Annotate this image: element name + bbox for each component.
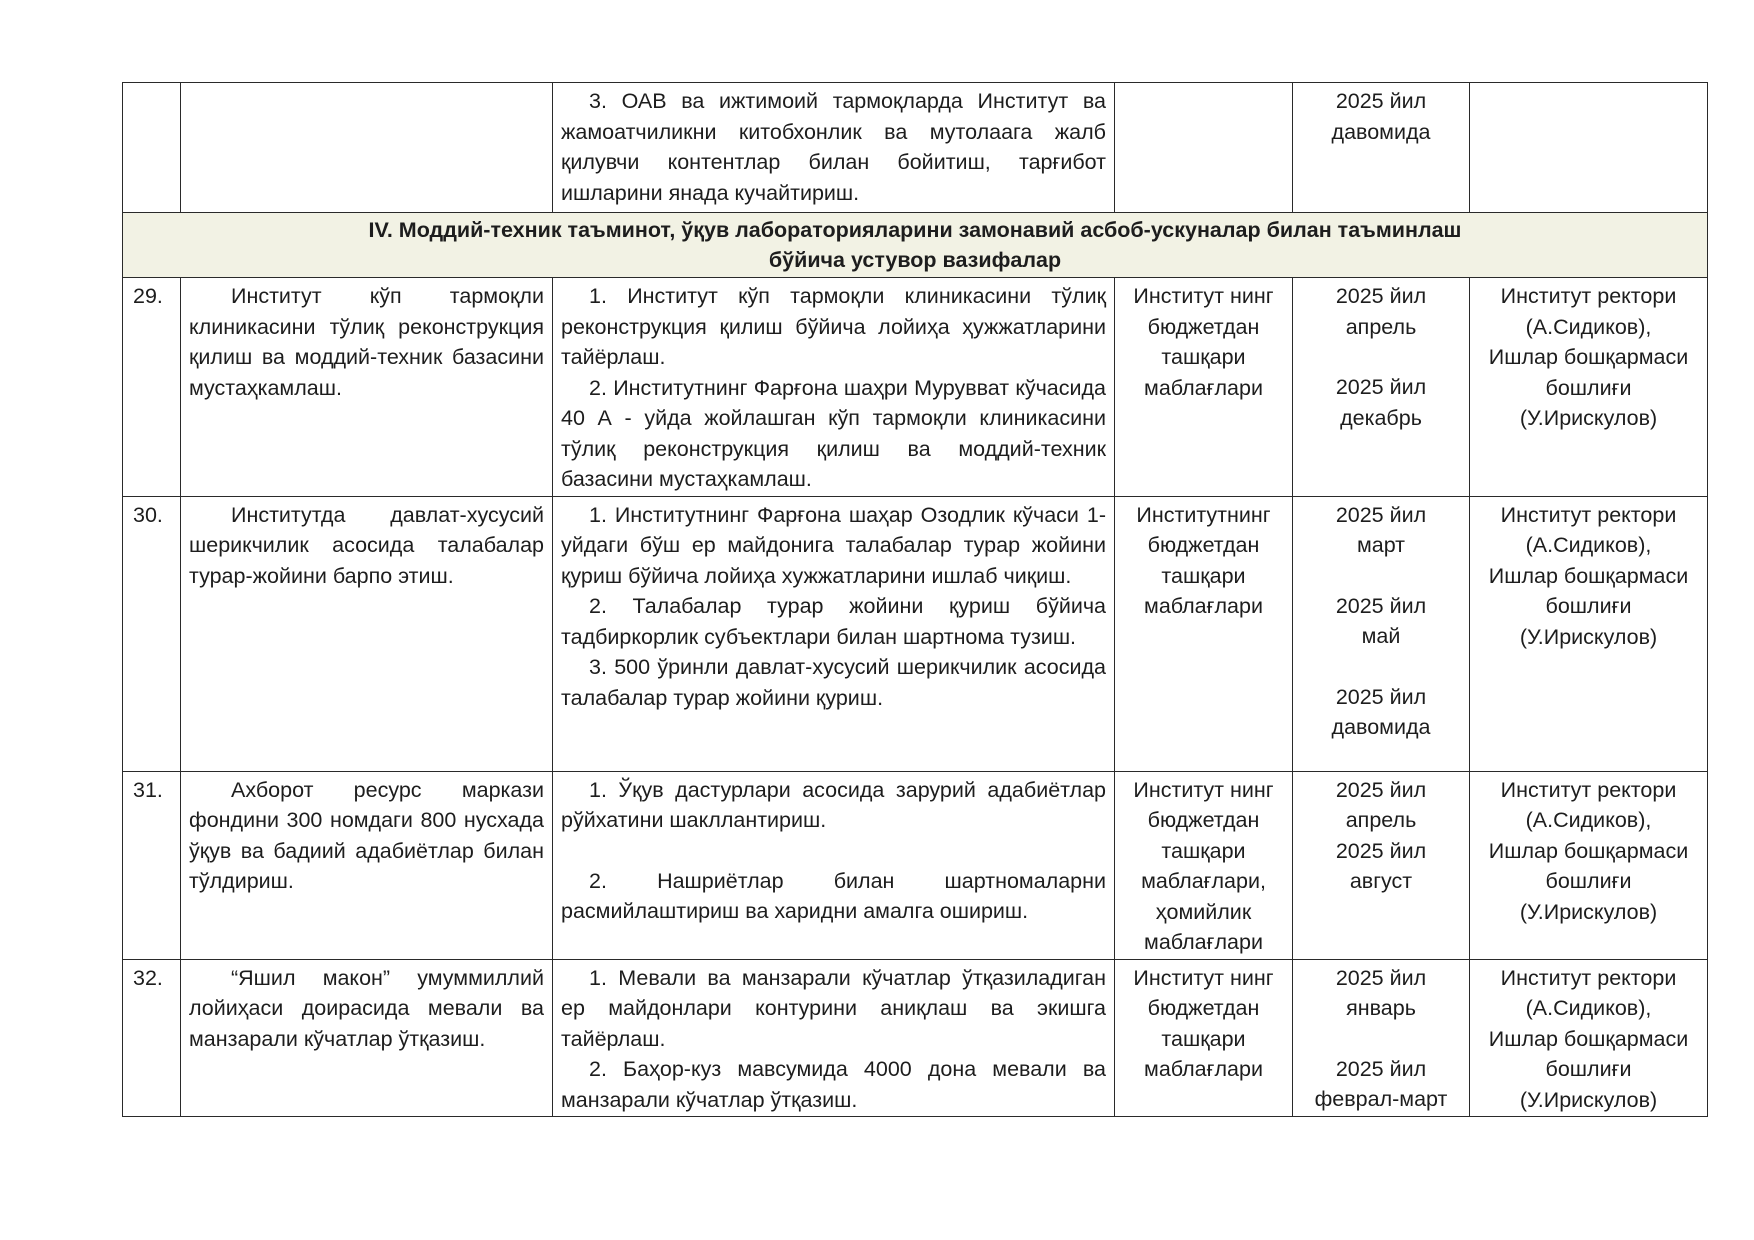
task-text: Институтда давлат-хусусий шерикчилик асосида талабалар турар-жойини барпо этиш. — [181, 496, 553, 771]
action-item: 2. Нашриётлар билан шартномаларни расмийлаштириш ва харидни амалга ошириш. — [561, 868, 1106, 923]
cell-deadlines — [1293, 278, 1470, 497]
cell-deadlines — [1293, 496, 1470, 771]
action-item: 2. Институтнинг Фарғона шаҳри Мурувват кўчасида 40 А - уйда жойлашган кўп тармоқли клиникасини тўлиқ реконструкция қилиш ва моддий-техник базасини мустаҳкамлаш. — [561, 375, 1106, 491]
source-line: Институт нинг — [1133, 965, 1274, 990]
source-line: Институт нинг — [1133, 777, 1274, 802]
cell-deadlines — [1293, 771, 1470, 959]
source-line: бюджетдан — [1147, 996, 1260, 1020]
section-heading-line2: бўйича устувор вазифалар — [768, 248, 1062, 272]
cell-source — [1115, 83, 1293, 213]
responsible-line: (У.Ирискулов) — [1519, 624, 1658, 649]
responsible-line: (У.Ирискулов) — [1519, 899, 1658, 924]
responsible-line: Институт ректори — [1500, 777, 1677, 802]
cell-action — [553, 83, 1115, 213]
cell-actions — [553, 959, 1115, 1117]
cell-responsible — [1470, 278, 1708, 497]
section-heading — [123, 213, 1708, 278]
source-line: маблағлари — [1144, 930, 1263, 954]
deadline-year: 2025 йил — [1335, 965, 1427, 990]
cell-actions — [553, 278, 1115, 497]
deadline-year: 2025 йил — [1335, 838, 1427, 863]
deadline-year: 2025 йил — [1335, 375, 1427, 399]
task-text: Институт кўп тармоқли клиникасини тўлиқ реконструкция қилиш ва моддий-техник базасини мустаҳкамлаш. — [181, 278, 553, 497]
deadline-period: апрель — [1345, 314, 1417, 339]
cell-deadlines — [1293, 959, 1470, 1117]
row-number: 32. — [123, 959, 181, 1117]
cell-funding-source — [1115, 278, 1293, 497]
cell-actions — [553, 496, 1115, 771]
responsible-line: Институт ректори — [1500, 965, 1677, 990]
deadline-period: март — [1356, 533, 1406, 557]
responsible-line: (А.Сидиков), — [1525, 996, 1652, 1020]
responsible-line: Институт ректори — [1500, 284, 1677, 308]
section-heading-line1: IV. Моддий-техник таъминот, ўқув лабораторияларини замонавий асбоб-ускуналар билан таъминлаш — [368, 218, 1462, 242]
responsible-line: Ишлар бошқармаси — [1488, 345, 1689, 369]
cell-funding-source — [1115, 496, 1293, 771]
source-line: маблағлари, — [1141, 869, 1266, 893]
responsible-line: (А.Сидиков), — [1525, 808, 1652, 832]
source-line: маблағлари — [1144, 1057, 1263, 1081]
deadline-period: май — [1361, 624, 1401, 648]
action-item: 2. Баҳор-куз мавсумида 4000 дона мевали ва манзарали кўчатлар ўтқазиш. — [561, 1057, 1106, 1112]
responsible-line: бошлиғи — [1545, 375, 1632, 400]
table-row — [123, 496, 1708, 771]
table-row — [123, 771, 1708, 959]
source-line: бюджетдан — [1147, 808, 1260, 832]
action-text: 3. ОАВ ва ижтимоий тармоқларда Институт ва жамоатчиликни китобхонлик ва мутолаага жалб қилувчи контентлар билан бойитиш, тарғибот ишларини янада кучайтириш. — [561, 89, 1106, 205]
deadline-year: 2025 йил — [1335, 593, 1427, 618]
cell-deadline — [1293, 83, 1470, 213]
responsible-line: (У.Ирискулов) — [1519, 406, 1658, 430]
deadline-period: давомида — [1331, 715, 1431, 739]
responsible-line: Институт ректори — [1500, 502, 1677, 527]
deadline-period: феврал-март — [1314, 1087, 1448, 1111]
deadline-period: декабрь — [1340, 405, 1422, 430]
cell-funding-source — [1115, 771, 1293, 959]
deadline-period: апрель — [1345, 808, 1417, 832]
source-line: маблағлари — [1144, 375, 1263, 400]
deadline-year: 2025 йил — [1335, 684, 1427, 709]
responsible-line: бошлиғи — [1545, 594, 1632, 618]
action-item: 1. Мевали ва манзарали кўчатлар ўтқазиладиган ер майдонлари контурини аниқлаш ва экишга тайёрлаш. — [561, 965, 1106, 1051]
responsible-line: бошлиғи — [1545, 869, 1632, 893]
cell-actions — [553, 771, 1115, 959]
responsible-line: (А.Сидиков), — [1525, 533, 1652, 557]
source-line: ташқари — [1161, 345, 1246, 369]
deadline-year: 2025 йил — [1335, 89, 1427, 113]
row-number: 29. — [123, 278, 181, 497]
cell-responsible — [1470, 83, 1708, 213]
cell-responsible — [1470, 771, 1708, 959]
cell-responsible — [1470, 496, 1708, 771]
deadline-period: август — [1349, 869, 1413, 893]
source-line: бюджетдан — [1147, 314, 1260, 339]
row-number: 31. — [123, 771, 181, 959]
row-number: 30. — [123, 496, 181, 771]
responsible-line: бошлиғи — [1545, 1057, 1632, 1081]
cell-funding-source — [1115, 959, 1293, 1117]
responsible-line: (У.Ирискулов) — [1519, 1087, 1658, 1112]
deadline-year: 2025 йил — [1335, 1056, 1427, 1081]
cell-num — [123, 83, 181, 213]
deadline-year: 2025 йил — [1335, 777, 1427, 802]
source-line: ҳомийлик — [1155, 899, 1252, 924]
action-plan-table — [122, 82, 1708, 1117]
source-line: Институт нинг — [1133, 284, 1274, 308]
cell-responsible — [1470, 959, 1708, 1117]
deadline-year: 2025 йил — [1335, 284, 1427, 308]
task-text: Ахборот ресурс маркази фондини 300 номдаги 800 нусхада ўқув ва бадиий адабиётлар билан тўлдириш. — [181, 771, 553, 959]
responsible-line: (А.Сидиков), — [1525, 314, 1652, 339]
deadline-period: январь — [1346, 996, 1416, 1020]
action-item: 1. Институтнинг Фарғона шаҳар Озодлик кўчаси 1-уйдаги бўш ер майдонига талабалар турар жойини қуриш бўйича лойиҳа хужжатларини ишлаб чиқиш. — [561, 502, 1106, 588]
table-row-continued — [123, 83, 1708, 213]
task-text: “Яшил макон” умуммиллий лойиҳаси доирасида мевали ва манзарали кўчатлар ўтқазиш. — [181, 959, 553, 1117]
source-line: маблағлари — [1144, 594, 1263, 618]
responsible-line: Ишлар бошқармаси — [1488, 563, 1689, 588]
section-heading-row — [123, 213, 1708, 278]
source-line: ташқари — [1161, 563, 1246, 588]
action-item: 1. Ўқув дастурлари асосида зарурий адабиётлар рўйхатини шакллантириш. — [561, 777, 1106, 832]
plan-table-page — [122, 82, 1707, 1117]
deadline-period: давомида — [1331, 119, 1431, 144]
source-line: ташқари — [1161, 1026, 1246, 1051]
responsible-line: Ишлар бошқармаси — [1488, 1026, 1689, 1051]
source-line: бюджетдан — [1147, 533, 1260, 557]
table-row — [123, 278, 1708, 497]
table-row — [123, 959, 1708, 1117]
responsible-line: Ишлар бошқармаси — [1488, 838, 1689, 863]
deadline-year: 2025 йил — [1335, 502, 1427, 527]
action-item: 3. 500 ўринли давлат-хусусий шерикчилик асосида талабалар турар жойини қуриш. — [561, 655, 1106, 710]
source-line: ташқари — [1161, 838, 1246, 863]
action-item: 2. Талабалар турар жойини қуриш бўйича тадбиркорлик субъектлари билан шартнома тузиш. — [561, 594, 1106, 649]
action-item: 1. Институт кўп тармоқли клиникасини тўлиқ реконструкция қилиш бўйича лойиҳа ҳужжатларини тайёрлаш. — [561, 284, 1106, 369]
cell-task — [181, 83, 553, 213]
source-line: Институтнинг — [1136, 502, 1271, 527]
